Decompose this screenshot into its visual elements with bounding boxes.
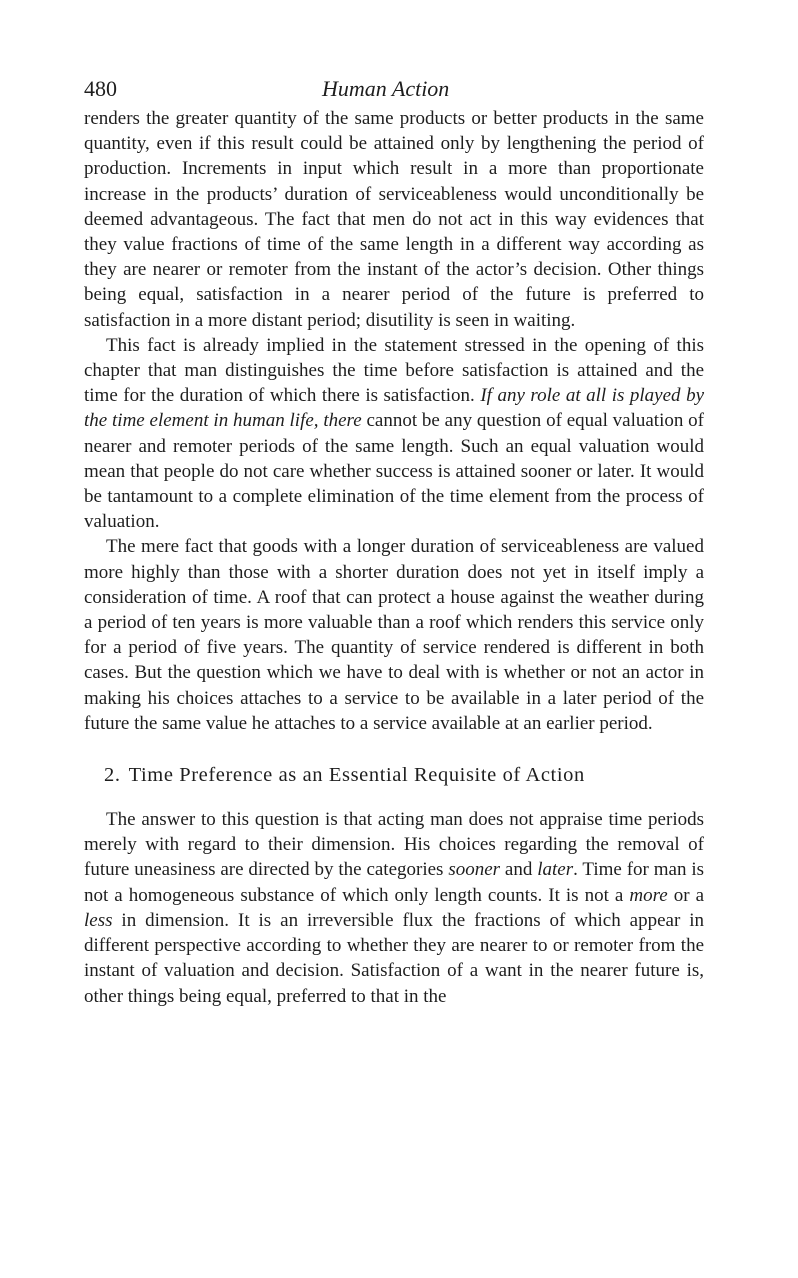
paragraph-4-and: and (500, 859, 538, 881)
body-text (84, 106, 704, 1009)
term-later: later (537, 859, 574, 881)
paragraph-4-part-a: The answer to this question is that acting man does not appraise time periods merely with regard to their dimension. His choices regarding the removal of future uneasiness are directed by the categories (84, 809, 704, 881)
paragraph-2-part-a: This fact is already implied in the statement stressed in the opening of this chapter that man distinguishes the time before satisfaction is attained and the time for the duration of which there is satisfaction. (84, 334, 704, 407)
paragraph-2-italic: If any role at all is played by the time element in human life, there (84, 385, 704, 432)
paragraph-1: renders the greater quantity of the same products or better products in the same quantity, even if this result could be attained only by lengthening the period of production. Increments in input which result in a more than proportionate increase in the products’ duration of serviceableness would unconditionally be deemed advantageous. The fact that men do not act in this way evidences that they value fractions of time of the same length in a different way according as they are nearer or remoter from the instant of the actor’s decision. Other things being equal, satisfaction in a nearer period of the future is preferred to satisfaction in a more distant period; disutility is seen in waiting. (84, 108, 704, 331)
paragraph-2 (84, 333, 704, 535)
paragraph-4-or-a: or a (667, 884, 704, 906)
running-title: Human Action (322, 76, 450, 101)
paragraph-4-part-b: . Time for man is not a homogeneous substance of which only length counts. It is not a (84, 859, 705, 906)
running-head (84, 74, 704, 106)
paragraph-4 (84, 807, 704, 1009)
section-heading (84, 764, 704, 787)
term-less: less (84, 909, 113, 931)
page-number: 480 (84, 76, 117, 101)
paragraph-4-part-c: in dimension. It is an irreversible flux the fractions of which appear in different perspective according to whether they are nearer to or remoter from the instant of valuation and decision. Satisfaction of a want in the nearer future is, other things being equal, preferred to that in the (84, 909, 704, 1007)
term-more: more (629, 884, 668, 906)
section-title: Time Preference as an Essential Requisite of Action (128, 764, 585, 787)
paragraph-2-part-b: cannot be any question of equal valuation of nearer and remoter periods of the same length. Such an equal valuation would mean that people do not care whether success is attained sooner or later. It would be tantamount to a complete elimination of the time element from the process of valuation. (84, 410, 704, 533)
section-number: 2. (104, 764, 121, 787)
term-sooner: sooner (448, 859, 501, 881)
paragraph-3: The mere fact that goods with a longer duration of serviceableness are valued more highly than those with a shorter duration does not yet in itself imply a consideration of time. A roof that can protect a house against the weather during a period of ten years is more valuable than a roof which renders this service only for a period of five years. The quantity of service rendered is different in both cases. But the question which we have to deal with is whether or not an actor in making his choices attaches to a service to be available in a later period of the future the same value he attaches to a service available at an earlier period. (84, 536, 704, 734)
book-page (84, 74, 704, 1009)
